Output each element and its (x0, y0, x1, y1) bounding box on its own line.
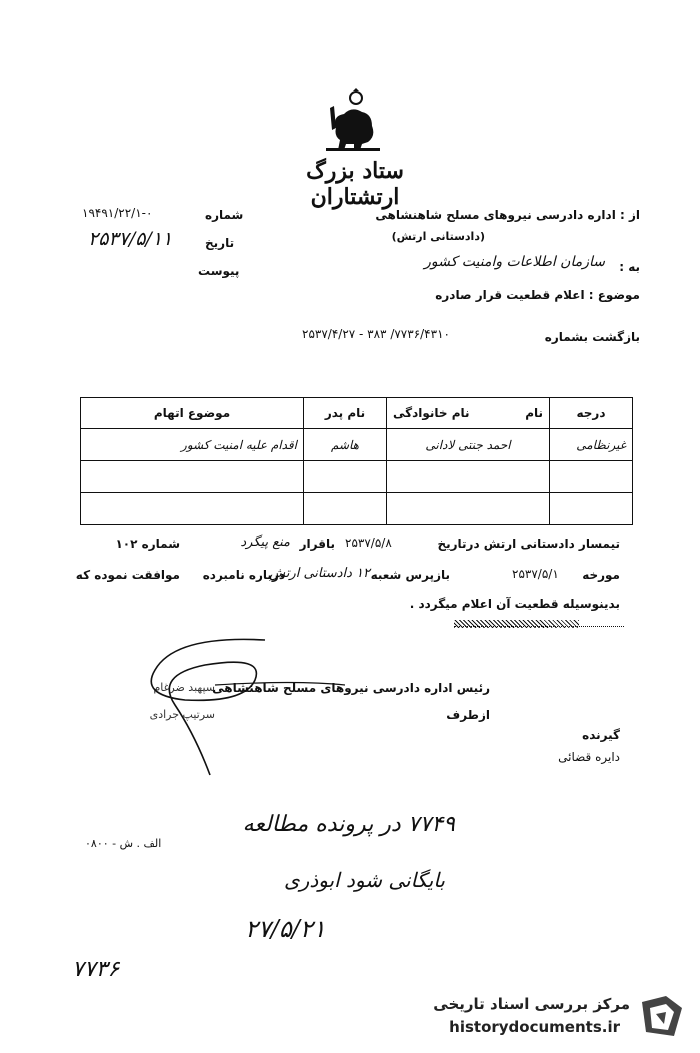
col-family: نام خانوادگی (393, 406, 470, 420)
form-code: ۰۸۰۰ - الف . ش (85, 837, 162, 850)
hand-note-line2: بایگانی شود ابوذری (284, 868, 445, 892)
lion-and-sun-emblem-icon (322, 88, 386, 154)
body-line2-date: ۲۵۳۷/۵/۱ (512, 567, 559, 581)
col-father: نام پدر (304, 398, 387, 429)
body-line1-a: تیمسار دادستانی ارتش درتاریخ (437, 537, 620, 551)
cell-charge: اقدام علیه امنیت کشور (81, 429, 304, 461)
body-line2-a: مورخه (582, 568, 620, 582)
body-line2-d: موافقت نموده که (75, 568, 180, 582)
table-row (81, 461, 633, 493)
date-label: تاریخ (205, 236, 235, 250)
body-line1-hand: منع پیگرد (240, 535, 290, 550)
watermark-name: مرکز بررسی اسناد تاریخی (433, 995, 630, 1013)
col-name: نام (525, 406, 543, 420)
crossed-out-text (454, 620, 579, 628)
date-value: ۲۵۳۷/۵/۱۱ (88, 228, 173, 250)
watermark-logo-icon (636, 992, 688, 1042)
body-line1-date: ۲۵۳۷/۵/۸ (345, 536, 392, 550)
cell-full-name: احمد جنتی لادانی (387, 429, 550, 461)
table-row (81, 493, 633, 525)
body-line2-hand: ۱۲ دادستانی ارتش (269, 566, 370, 581)
signature-scrawl (115, 625, 375, 780)
from-subtitle: (دادستانی ارتش) (391, 230, 485, 243)
chief-title: رئیس اداره دادرسی نیروهای مسلح شاهنشاهی (212, 681, 490, 695)
body-line3: بدینوسیله قطعیت آن اعلام میگردد . (409, 597, 620, 611)
body-line1-c: شماره ۱۰۲ (115, 537, 180, 551)
body-line2-c: درباره نامبرده (202, 568, 285, 582)
table-header-row (81, 398, 633, 429)
recipient-label: گیرنده (582, 728, 620, 742)
hand-number: ۷۷۳۶ (72, 957, 120, 982)
reference-value: ۲۵۳۷/۴/۲۷ - ۳۸۳ /۷۷۳۶/۴۳۱۰ (302, 327, 450, 341)
watermark-url: historydocuments.ir (449, 1018, 620, 1036)
subject-line: موضوع : اعلام قطعیت قرار صادره (435, 288, 640, 302)
col-rank: درجه (550, 398, 633, 429)
hand-date: ۲۷/۵/۲۱ (245, 915, 326, 943)
col-name-family (387, 398, 550, 429)
from-line: از : اداره دادرسی نیروهای مسلح شاهنشاهی (375, 208, 640, 222)
number-label: شماره (205, 208, 244, 222)
recipient-value: دایره قضائی (558, 750, 620, 764)
cell-father: هاشم (304, 429, 387, 461)
organization-title: ستاد بزرگ ارتشتاران (306, 158, 404, 210)
reference-label: بازگشت بشماره (544, 330, 640, 344)
deputy-name: سرتیپ جرادی (149, 708, 215, 721)
cell-rank: غیرنظامی (550, 429, 633, 461)
to-label: به : (619, 260, 640, 274)
on-behalf-label: ازطرف (446, 708, 490, 722)
accused-table (80, 397, 633, 525)
to-value: سازمان اطلاعات وامنیت کشور (424, 254, 605, 270)
body-line1-b: باقرار (299, 537, 335, 551)
col-charge: موضوع اتهام (81, 398, 304, 429)
attachment-label: پیوست (198, 264, 240, 278)
chief-name: سپهبد ضرغام (153, 681, 215, 694)
table-row (81, 429, 633, 461)
hand-note-line1: ۷۷۴۹ در پرونده مطالعه (242, 812, 455, 837)
body-line2-b: بازپرس شعبه (370, 568, 450, 582)
number-value: ۱۹۴۹۱/۲۲/۱-۰ (82, 206, 153, 220)
